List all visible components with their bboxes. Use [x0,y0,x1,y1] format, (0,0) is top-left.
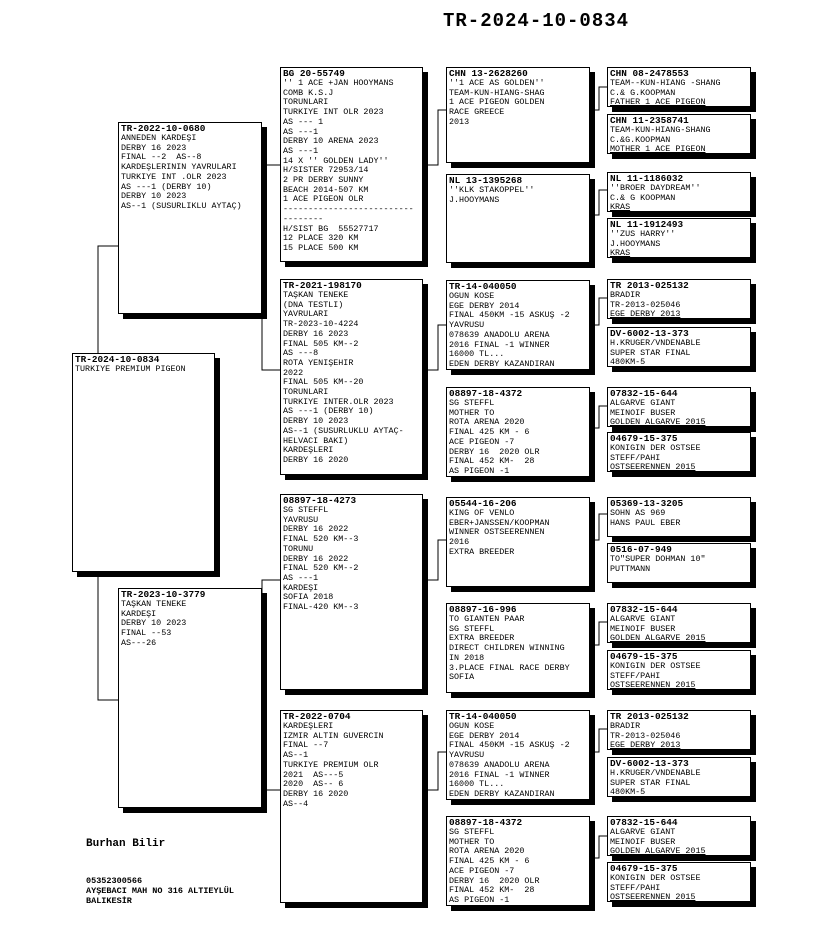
g4-ring: DV-6002-13-373 [610,328,689,339]
g3-line: AS PİGEON -1 [449,895,510,905]
g2-line: -------- [283,214,324,224]
g4-line: KONIGIN DER OSTSEE [610,874,701,883]
g4-line: STEFF/PAHİ [610,883,661,893]
g4-card-15 [607,816,751,856]
g2-line: TÜRKİYE İNT OLR 2023 [283,108,384,118]
sire-line: KARDEŞLERİNİN YAVRULARI [121,163,237,173]
g3-line: OGUN KOSE [449,722,495,731]
g3-line: SOFİA [449,673,475,683]
g4-ring: TR 2013-025132 [610,711,689,722]
connector-g3-4 [590,406,608,428]
g3-line: SG STEFFL [449,624,495,634]
g3-line: 078639 ANADOLU ARENA [449,330,550,340]
g2-line: AS--1 [283,751,309,761]
g4-line: SÜPER STAR FİNAL [610,778,691,788]
g4-card-11 [607,603,751,643]
g2-line: FİNAL 505 KM--2 [283,339,359,349]
g4-ring: 04679-15-375 [610,433,678,444]
g4-line: BRADIR [610,291,641,300]
g4-ring: CHN 11-2358741 [610,115,689,126]
g2-line: AS ---1 [283,127,319,137]
g2-line: AS ---1 [283,146,319,156]
g4-ring: 04679-15-375 [610,651,678,662]
g4-line: TEAM-KUN-HIANG-SHANG [610,126,711,135]
g2-ring: 08897-18-4273 [283,495,357,506]
connector-dam-g2d [262,690,280,790]
g3-line: 16000 TL... [449,350,505,360]
g4-ring: 07832-15-644 [610,388,678,399]
g2-line: TÜRKİYE İNTER.OLR 2023 [283,397,394,407]
dam-line: DERBY 10 2023 [121,619,187,629]
g2-line: DERBY 16 2023 [283,329,349,339]
g3-line: YAVRUSU [449,321,485,331]
g3-line: KING OF VENLO [449,509,515,518]
sire-line: TÜRKİYE İNT .OLR 2023 [121,172,227,182]
connector-subject-sire [98,246,120,355]
g3-line: WİNNER OSTSEERENNEN [449,528,545,538]
g4-ring: CHN 08-2478553 [610,68,689,79]
g4-line: MEİNOİF BÜSER [610,624,676,634]
g3-line: TEAM-KUN-HIANG-SHAG [449,88,545,98]
g3-line: J.HOOYMANS [449,195,500,205]
g4-line: ALGARVE GIANT [610,399,676,408]
g2-line: DERBY 16 2020 [283,789,349,799]
sire-line: DERBY 16 2023 [121,143,187,153]
g2-line: -------------------------- [283,205,414,215]
g4-card-14 [607,757,751,797]
g4-line: EGE DERBY 2013 [610,310,681,319]
dam-line: FİNAL --53 [121,629,172,639]
g3-line: DERBY 16 2020 OLR [449,447,540,457]
g2-line: YAVRULARI [283,310,329,320]
g3-line: FİNAL 452 KM- 28 [449,886,535,896]
connector-g2d-g3 [428,752,448,790]
g3-ring: 08897-18-4372 [449,388,523,399]
g2-card-3 [280,494,423,690]
g3-line: 2016 FİNAL -1 WİNNER [449,340,550,350]
connector-sire-g2a [262,165,280,170]
g2-line: FİNAL-420 KM--3 [283,603,359,613]
g4-card-8 [607,432,751,472]
connector-g3-6 [590,622,608,645]
sire-line: FİNAL --2 AS--8 [121,153,202,163]
g2-line: BEACH 2014-507 KM [283,185,369,195]
g4-ring: TR 2013-025132 [610,280,689,291]
g3-line: DİRECT CHILDREN WİNNİNG [449,644,565,654]
dam-line: AS---26 [121,638,157,648]
g2-card-2 [280,279,423,475]
g4-card-6 [607,327,751,367]
g4-card-1 [607,67,751,107]
g4-line: TEAM--KUN-HIANG -SHANG [610,79,721,88]
connector-g3-5 [590,514,608,540]
g2-line: TORUNLARI [283,388,329,398]
g2-line: TÜRKİYE PREMİUM OLR [283,760,379,770]
g3-line: SG STEFFL [449,828,495,837]
g2-line: AS--1 (SUSURLUKLU AYTAÇ- [283,426,404,436]
g4-card-7 [607,387,751,427]
g3-line: YAVRUSU [449,751,485,761]
g2-line: İZMİR ALTIN GÜVERCİN [283,731,384,741]
g4-line: PÜTTMANN [610,564,651,574]
g2-line: KARDEŞLERİ [283,722,334,731]
g3-line: 1 ACE PİGEON GOLDEN [449,98,545,108]
g3-line: 2016 [449,538,470,548]
g3-line: ACE PİGEON -7 [449,866,515,876]
dam-ring: TR-2023-10-3779 [121,589,206,600]
g4-card-4 [607,218,751,258]
sire-line: ANNEDEN KARDEŞİ [121,134,197,143]
g4-card-10 [607,543,751,583]
g4-line: TO"SUPER DOHMAN 10" [610,555,706,564]
g2-line: TORUNLARI [283,98,329,108]
dam-card [118,588,262,808]
g3-line: SG STEFFL [449,399,495,408]
g4-line: GOLDEN ALGARVE 2015 [610,847,706,856]
g3-card-2 [446,174,590,263]
g2-line: TAŞKAN TENEKE [283,291,349,300]
dam-line: KARDEŞİ [121,609,157,619]
g4-line: SOHN AS 969 [610,509,666,518]
g4-line: H.KRUGER/VNDENABLE [610,339,701,348]
g4-line: FATHER 1 ACE PİGEON [610,98,706,107]
g2-line: (DNA TESTLİ) [283,300,344,310]
g2-ring: TR-2021-198170 [283,280,362,291]
g4-line: TR-2013-025046 [610,731,681,741]
g3-line: MOTHER TO [449,408,495,418]
g2-line: HELVACI BAKİ) [283,436,349,446]
g4-line: KONIGIN DER OSTSEE [610,444,701,453]
g3-line: ''KLK STAKOPPEL'' [449,186,535,195]
g2-line: ROTA YENİŞEHİR [283,358,354,368]
g3-card-6 [446,603,590,693]
g4-ring: DV-6002-13-373 [610,758,689,769]
connector-g3-1 [590,87,608,110]
g2-line: H/SIST BG 55527717 [283,224,379,234]
g3-line: RACE GREECE [449,108,505,118]
owner-contact [86,876,234,906]
g2-line: FİNAL --7 [283,741,329,751]
g3-line: TO GIANTEN PAAR [449,615,525,624]
g4-line: KRAS [610,249,631,258]
g4-ring: 07832-15-644 [610,817,678,828]
g2-line: H/SİSTER 72953/14 [283,166,369,176]
g4-line: C.& G.KOOPMAN [610,88,676,98]
g4-card-16 [607,862,751,902]
g3-line: 2013 [449,117,470,127]
g4-line: GOLDEN ALGARVE 2015 [610,418,706,427]
g2-line: DERBY 16 2020 [283,455,349,465]
g2-line: DERBY 16 2022 [283,554,349,564]
g3-card-3 [446,280,590,370]
g3-ring: TR-14-040050 [449,281,517,292]
g2-ring: BG 20-55749 [283,68,345,79]
g2-line: 2022 [283,368,304,378]
g4-line: BRADIR [610,722,641,731]
subject-card [72,353,215,572]
g2-line: TORUNU [283,544,314,554]
g4-ring: 07832-15-644 [610,604,678,615]
g3-line: MOTHER TO [449,837,495,847]
g2-line: 15 PLACE 500 KM [283,243,359,253]
g4-ring: NL 11-1186032 [610,173,684,184]
g2-line: SOFİA 2018 [283,593,334,603]
g3-line: 16000 TL... [449,780,505,790]
g2-line: KARDEŞLERİ [283,446,334,456]
g2-line: KARDEŞİ [283,583,319,593]
connector-subject-dam [98,570,120,700]
g2-line: 2021 AS---5 [283,770,344,780]
sire-line: AS--1 (SUSURLIKLU AYTAÇ) [121,201,242,211]
g3-line: FİNAL 450KM -15 ASKUŞ -2 [449,311,570,321]
g3-ring: 08897-16-996 [449,604,517,615]
g3-line: FİNAL 450KM -15 ASKUŞ -2 [449,741,570,751]
g3-line: FİNAL 452 KM- 28 [449,457,535,467]
g4-line: MOTHER 1 ACE PİGEON [610,145,706,154]
connector-g2c-g3 [428,540,448,580]
g4-line: MEİNOİF BÜSER [610,837,676,847]
g4-ring: NL 11-1912493 [610,219,684,230]
g3-line: EXTRA BREEDER [449,634,515,644]
g3-line: ROTA ARENA 2020 [449,418,525,428]
g2-line: 2 PR DERBY SUNNY [283,176,364,186]
owner-address-line-1: AYŞEBACI MAH NO 316 ALTIEYLÜL [86,886,234,896]
g2-line: '' 1 ACE +JAN HOOYMANS [283,79,394,88]
g4-line: 480KM-5 [610,358,646,367]
connector-g3-3 [590,298,608,325]
g2-line: DERBY 10 ARENA 2023 [283,137,379,147]
g2-line: DERBY 10 2023 [283,417,349,427]
g4-ring: 05369-13-3205 [610,498,684,509]
g3-line: 3.PLACE FİNAL RACE DERBY [449,663,570,673]
g3-card-8 [446,816,590,906]
sire-card [118,122,262,314]
g4-line: MEİNOİF BÜSER [610,408,676,418]
g3-ring: 05544-16-206 [449,498,517,509]
sire-ring: TR-2022-10-0680 [121,123,206,134]
g3-line: FİNAL 425 KM - 6 [449,857,530,867]
g2-line: TR-2023-10-4224 [283,320,359,330]
g2-line: COMB K.S.J [283,88,334,98]
g4-line: OSTSEERENNEN 2015 [610,893,696,902]
g3-line: ACE PİGEON -7 [449,437,515,447]
g4-line: ALGARVE GIANT [610,615,676,624]
connector-g3-2 [590,190,608,215]
g2-line: YAVRUSU [283,515,319,525]
g3-ring: TR-14-040050 [449,711,517,722]
g2-ring: TR-2022-0704 [283,711,351,722]
g4-card-5 [607,279,751,319]
sire-line: AS ---1 (DERBY 10) [121,182,212,192]
g3-card-1 [446,67,590,163]
g4-card-13 [607,710,751,750]
g3-ring: CHN 13-2628260 [449,68,528,79]
connector-sire-g2b [262,245,280,370]
g3-card-4 [446,387,590,477]
g3-line: 078639 ANADOLU ARENA [449,760,550,770]
g4-card-9 [607,497,751,537]
g3-line: OGUN KOSE [449,292,495,301]
g3-card-7 [446,710,590,800]
g2-line: 14 X '' GOLDEN LADY'' [283,156,389,166]
g3-line: EXTRA BREEDER [449,547,515,557]
owner-name: Burhan Bilir [86,838,166,850]
g4-line: C.&G.KOOPMAN [610,135,671,145]
g3-card-5 [446,497,590,587]
g2-line: 12 PLACE 320 KM [283,234,359,244]
g4-ring: 04679-15-375 [610,863,678,874]
g3-line: EBER+JANSSEN/KOOPMAN [449,518,550,528]
sire-line: DERBY 10 2023 [121,192,187,202]
g2-line: AS ---1 [283,573,319,583]
g4-card-3 [607,172,751,212]
g4-line: C.& G KOOPMAN [610,193,676,203]
connector-g2b-g3 [428,325,448,370]
g2-card-1 [280,67,423,262]
g2-card-4 [280,710,423,903]
g3-line: ROTA ARENA 2020 [449,847,525,857]
g4-line: 480KM-5 [610,788,646,797]
owner-phone: 05352300566 [86,876,143,886]
owner-address-line-2: BALIKESİR [86,896,132,906]
g4-line: SÜPER STAR FİNAL [610,348,691,358]
g3-line: EDEN DERBY KAZANDIRAN [449,789,555,799]
g2-line: 1 ACE PİGEON OLR [283,195,364,205]
g2-line: FİNAL 520 KM--2 [283,564,359,574]
g4-line: STEFF/PAHİ [610,671,661,681]
g3-line: İN 2018 [449,653,485,663]
g2-line: SG STEFFL [283,506,329,515]
subject-ring: TR-2024-10-0834 [75,354,160,365]
g4-line: ''BROER DAYDREAM'' [610,184,701,193]
g4-line: J.HOOYMANS [610,239,661,249]
g2-line: DERBY 16 2022 [283,525,349,535]
g3-ring: 08897-18-4372 [449,817,523,828]
g4-line: ''ZUS HARRY'' [610,230,676,239]
g4-line: EGE DERBY 2013 [610,741,681,750]
g4-ring: 0516-07-949 [610,544,672,555]
g2-line: AS --- 1 [283,117,324,127]
g3-line: 2016 FİNAL -1 WİNNER [449,770,550,780]
g2-line: AS ---8 [283,349,319,359]
g2-line: FİNAL 505 KM--20 [283,378,364,388]
connector-dam-g2c [262,580,280,600]
g4-card-12 [607,650,751,690]
connector-g3-7 [590,729,608,752]
g4-line: HANS PAUL EBER [610,518,681,528]
dam-line: TAŞKAN TENEKE [121,600,187,609]
g3-line: EGE DERBY 2014 [449,731,520,741]
g2-line: AS--4 [283,799,309,809]
g3-line: EDEN DERBY KAZANDIRAN [449,359,555,369]
g4-line: TR-2013-025046 [610,300,681,310]
g2-line: FİNAL 520 KM--3 [283,535,359,545]
g2-line: 2020 AS-- 6 [283,780,344,790]
g4-line: OSTSEERENNEN 2015 [610,681,696,690]
g2-line: AS ---1 (DERBY 10) [283,407,374,417]
g3-line: EGE DERBY 2014 [449,301,520,311]
g4-line: KRAS [610,203,631,212]
g4-line: KONIGIN DER OSTSEE [610,662,701,671]
pedigree-title: TR-2024-10-0834 [443,10,630,32]
connector-g2a-g3 [428,110,448,165]
g3-ring: NL 13-1395268 [449,175,523,186]
connector-g3-8 [590,836,608,858]
g3-line: ''1 ACE AS GOLDEN'' [449,79,545,88]
g4-line: GOLDEN ALGARVE 2015 [610,634,706,643]
g3-line: AS PİGEON -1 [449,466,510,476]
g4-card-2 [607,114,751,154]
g4-line: H.KRUGER/VNDENABLE [610,769,701,778]
g3-line: FİNAL 425 KM - 6 [449,428,530,438]
subject-line: TÜRKİYE PREMİUM PİGEON [75,365,186,374]
g3-line: DERBY 16 2020 OLR [449,876,540,886]
g4-line: OSTSEERENNEN 2015 [610,463,696,472]
g4-line: ALGARVE GIANT [610,828,676,837]
g4-line: STEFF/PAHİ [610,453,661,463]
